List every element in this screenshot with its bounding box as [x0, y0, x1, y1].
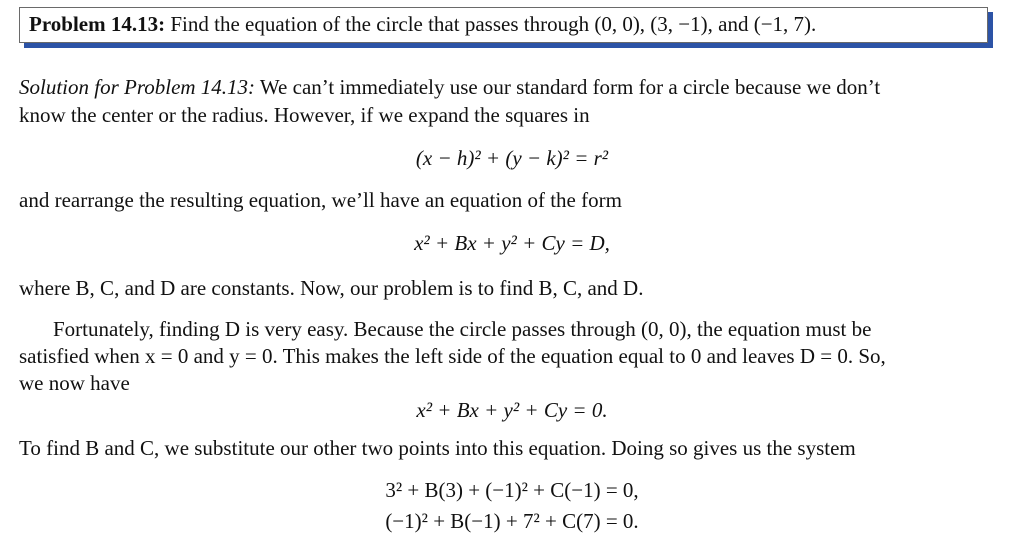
equation-4: 3² + B(3) + (−1)² + C(−1) = 0, [385, 478, 639, 502]
solution-line-7: we now have [19, 371, 130, 395]
solution-line-6: satisfied when x = 0 and y = 0. This makes the left side of the equation equal to 0 and leaves D = 0. So, [19, 344, 886, 368]
problem-label: Problem 14.13: [29, 12, 166, 36]
solution-line-1 [19, 74, 880, 100]
solution-line-8: To find B and C, we substitute our other two points into this equation. Doing so gives us the system [19, 436, 856, 460]
solution-line-5: Fortunately, finding D is very easy. Because the circle passes through (0, 0), the equation must be [53, 317, 872, 341]
solution-line-2: know the center or the radius. However, if we expand the squares in [19, 103, 590, 127]
problem-box [19, 7, 988, 43]
problem-statement [29, 12, 816, 37]
equation-2: x² + Bx + y² + Cy = D, [414, 231, 610, 255]
solution-heading: Solution for Problem 14.13: [19, 75, 256, 99]
solution-line-1-text: We can’t immediately use our standard form for a circle because we don’t [259, 75, 881, 99]
equation-5: (−1)² + B(−1) + 7² + C(7) = 0. [385, 509, 639, 533]
solution-line-3: and rearrange the resulting equation, we’ll have an equation of the form [19, 188, 622, 212]
equation-3: x² + Bx + y² + Cy = 0. [416, 398, 608, 422]
equation-1: (x − h)² + (y − k)² = r² [415, 146, 609, 170]
solution-line-4: where B, C, and D are constants. Now, our problem is to find B, C, and D. [19, 276, 644, 300]
problem-text: Find the equation of the circle that passes through (0, 0), (3, −1), and (−1, 7). [170, 12, 817, 36]
